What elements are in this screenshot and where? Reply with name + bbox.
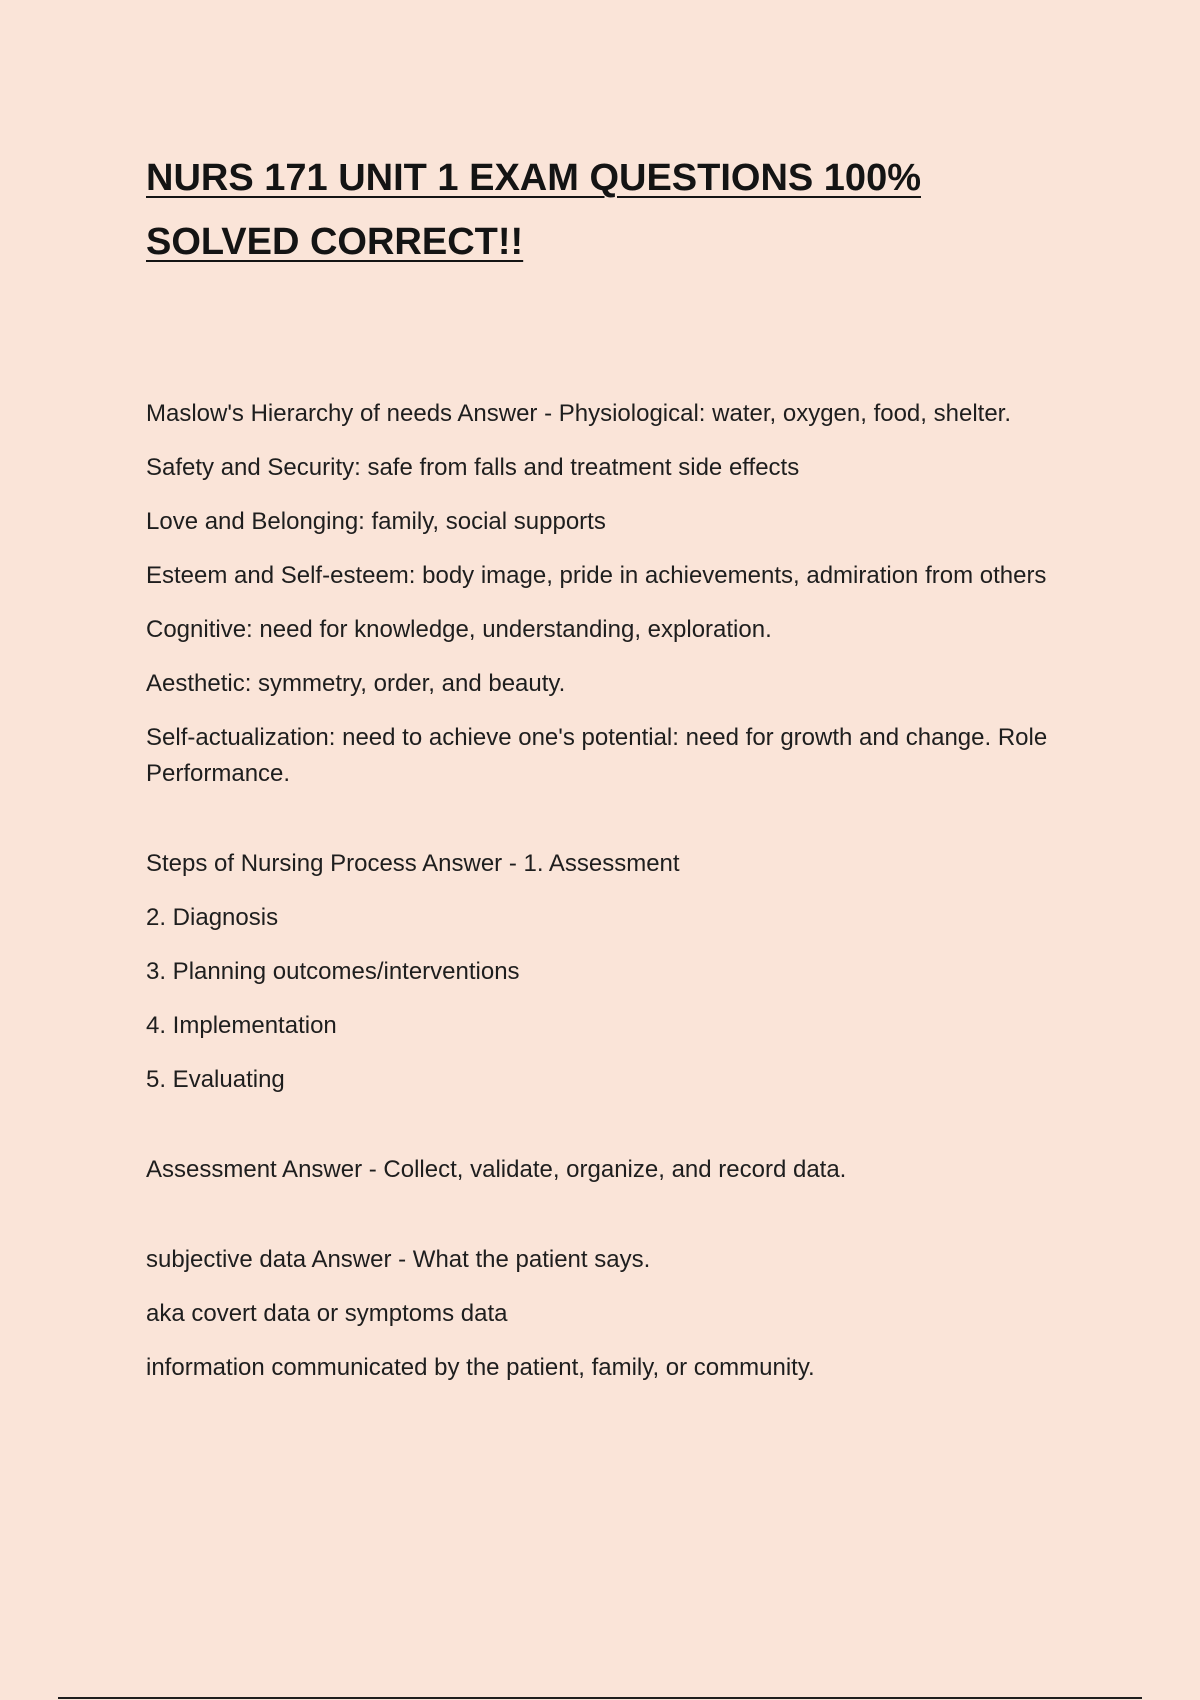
paragraph-safety: Safety and Security: safe from falls and treatment side effects (146, 454, 800, 481)
paragraph-cognitive: Cognitive: need for knowledge, understanding, exploration. (146, 616, 772, 643)
paragraph-implementation: 4. Implementation (146, 1012, 337, 1039)
page-bottom-divider (58, 1697, 1142, 1699)
paragraph-planning: 3. Planning outcomes/interventions (146, 958, 520, 985)
title-line-2: SOLVED CORRECT!! (146, 221, 524, 263)
paragraph-esteem: Esteem and Self-esteem: body image, pride in achievements, admiration from others (146, 562, 1047, 589)
document-title (146, 146, 1106, 274)
paragraph-maslow-question: Maslow's Hierarchy of needs Answer - Physiological: water, oxygen, food, shelter. (146, 400, 1011, 427)
paragraph-aesthetic: Aesthetic: symmetry, order, and beauty. (146, 670, 566, 697)
paragraph-covert-data: aka covert data or symptoms data (146, 1300, 508, 1327)
paragraph-diagnosis: 2. Diagnosis (146, 904, 279, 931)
paragraph-subjective-data-question: subjective data Answer - What the patient says. (146, 1246, 651, 1273)
paragraph-information-communicated: information communicated by the patient, family, or community. (146, 1354, 815, 1381)
paragraph-evaluating: 5. Evaluating (146, 1066, 285, 1093)
paragraph-love: Love and Belonging: family, social supports (146, 508, 606, 535)
paragraph-assessment-question: Assessment Answer - Collect, validate, organize, and record data. (146, 1156, 847, 1183)
document-body (146, 396, 1066, 1404)
title-line-1: NURS 171 UNIT 1 EXAM QUESTIONS 100% (146, 157, 921, 199)
paragraph-nursing-process-question: Steps of Nursing Process Answer - 1. Assessment (146, 850, 680, 877)
paragraph-self-actualization: Self-actualization: need to achieve one's potential: need for growth and change. Role Performance. (146, 724, 1048, 787)
